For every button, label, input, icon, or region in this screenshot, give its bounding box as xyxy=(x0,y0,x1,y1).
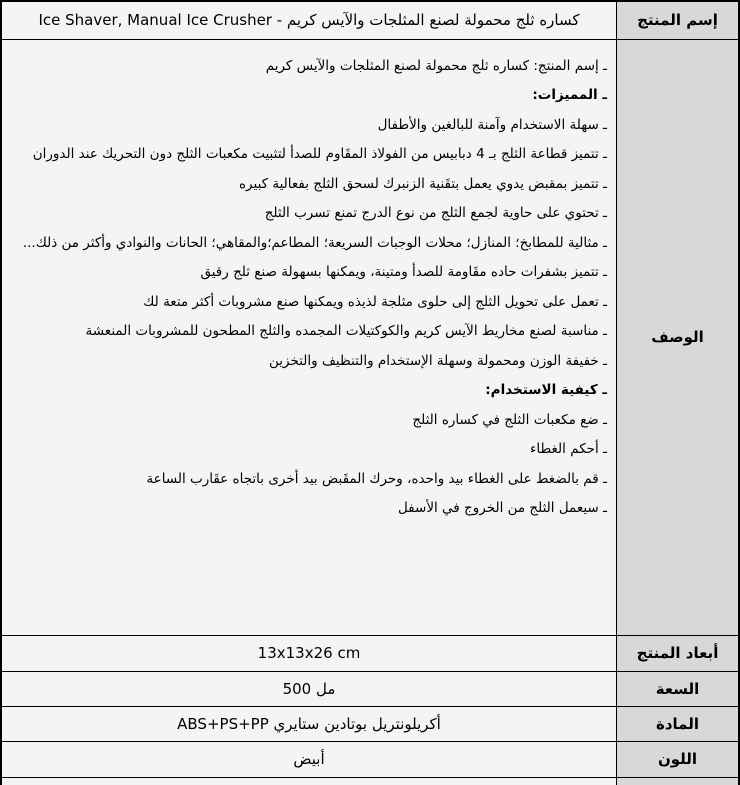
table-row xyxy=(1,706,739,741)
description-line: ـ مناسبة لصنع مخاريط الآيس كريم والكوكتيلات المجمده والثلج المطحون للمشروبات المنعشة xyxy=(85,323,607,339)
table-row xyxy=(1,1,739,39)
table-row xyxy=(1,741,739,777)
description-line: ـ خفيفة الوزن ومحمولة وسهلة الإستخدام والتنظيف والتخزين xyxy=(269,352,607,369)
material-value: أكريلونتريل بوتادين ستايري ABS+PS+PP xyxy=(1,706,617,741)
description-line: ـ أحكم الغطاء xyxy=(530,441,607,457)
material-label: المادة xyxy=(617,706,740,741)
description-line: ـ مثالية للمطابخ؛ المنازل؛ محلات الوجبات السريعة؛ المطاعم؛والمقاهي؛ الحانات والنوادي وأكثر من ذلك... xyxy=(22,234,607,251)
table-row xyxy=(1,39,739,635)
capacity-label: السعة xyxy=(617,671,740,706)
description-label: الوصف xyxy=(617,39,740,635)
description-line: ـ سيعمل الثلج من الخروج في الأسفل xyxy=(397,500,607,516)
description-line: ـ تتميز بمقبض يدوي يعمل بتقَنية الزنبرك لسحق الثلج بفعالية كبيره xyxy=(238,175,607,192)
description-line: ـ المميزات: xyxy=(532,87,607,103)
description-line: ـ كيفية الاستخدام: xyxy=(485,382,607,398)
description-line: ـ تتميز بشفرات حاده مقَاومة للصدأ ومتينة، ويمكنها بسهولة صنع ثلج رقيق xyxy=(200,264,607,280)
table-row xyxy=(1,635,739,671)
product-name-value: كساره ثلج محمولة لصنع المثلجات والآيس كريم - Ice Shaver, Manual Ice Crusher xyxy=(1,1,617,39)
description-line: ـ ضع مكعبات الثلج في كساره الثلج xyxy=(412,411,607,428)
description-lines xyxy=(2,40,616,524)
description-value-cell xyxy=(1,39,617,635)
table-row-partial xyxy=(1,777,739,785)
capacity-value: 500 مل xyxy=(1,671,617,706)
color-value: أبيض xyxy=(1,741,617,777)
description-line: ـ سهلة الاستخدام وآمنة للبالغين والأطفال xyxy=(377,116,607,133)
partial-row-value-cell xyxy=(1,777,617,785)
table-row xyxy=(1,671,739,706)
description-line: ـ تعمل على تحويل الثلج إلى حلوى مثلجة لذيذه ويمكنها صنع مشروبات أكثر متعة لك xyxy=(143,293,607,310)
description-line: ـ قم بالضغط على الغطاء بيد واحده، وحرك المقَبض بيد أخرى باتجاه عقَارب الساعة xyxy=(146,470,607,487)
description-line: ـ تحتوي على حاوية لجمع الثلج من نوع الدرج تمنع تسرب الثلج xyxy=(264,205,607,221)
dimensions-label: أبعاد المنتج xyxy=(617,635,740,671)
description-line: ـ إسم المنتج: كساره ثلج محمولة لصنع المثلجات والآيس كريم xyxy=(265,57,607,74)
color-label: اللون xyxy=(617,741,740,777)
partial-row-label-cell xyxy=(617,777,740,785)
dimensions-value: 13x13x26 cm xyxy=(1,635,617,671)
description-line: ـ تتميز قطاعة الثلج بـ 4 دبابيس من الفولاذ المقَاوم للصدأ لتثبيت مكعبات الثلج دون التحريك عند الدوران xyxy=(32,146,607,162)
product-name-label: إسم المنتج xyxy=(617,1,740,39)
